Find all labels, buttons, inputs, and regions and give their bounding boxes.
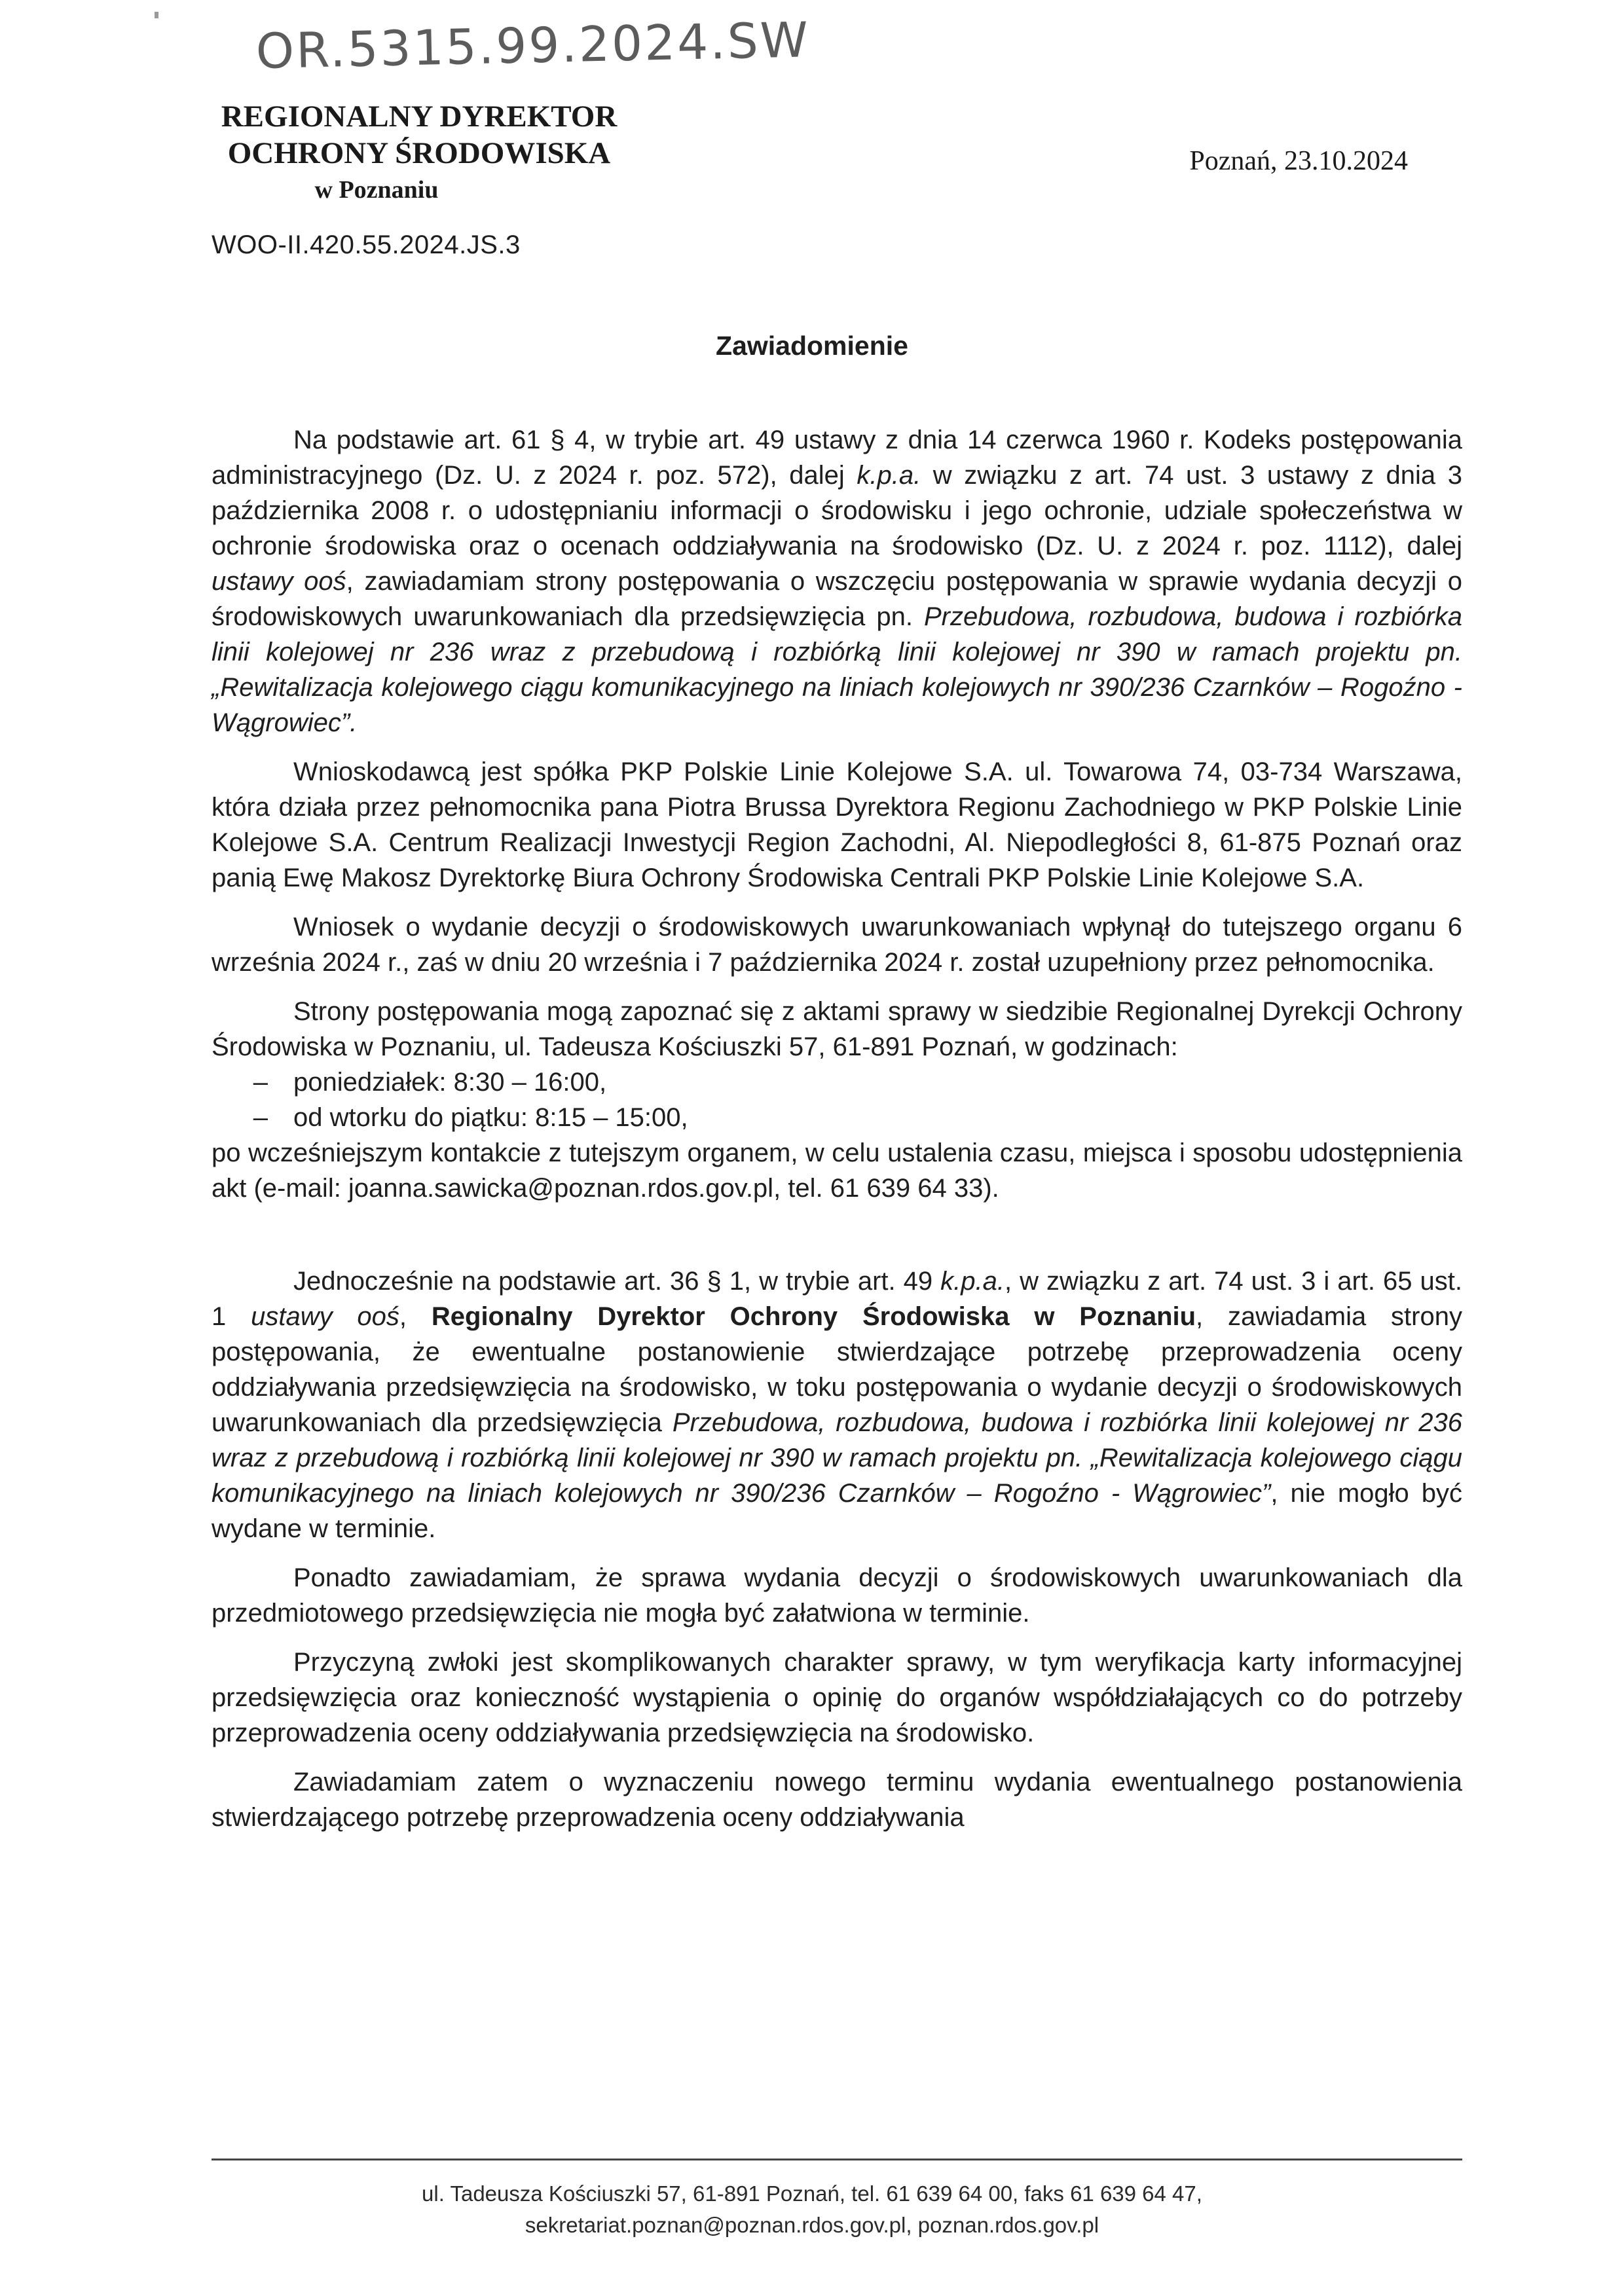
paragraph-3: Wniosek o wydanie decyzji o środowiskowych uwarunkowaniach wpłynął do tutejszego organu 6 września 2024 r., zaś w dniu 20 września i 7 października 2024 r. został uzupełniony przez pełnomocnika. <box>212 913 1462 977</box>
italic-text: k.p.a. <box>857 461 921 490</box>
paragraph-4-continuation: po wcześniejszym kontakcie z tutejszym organem, w celu ustalenia czasu, miejsca i sposobu udostępnienia akt (e-mail: joanna.sawicka@poznan.rdos.gov.pl, tel. 61 639 64 33). <box>212 1139 1462 1203</box>
italic-text: ustawy ooś <box>212 567 346 596</box>
document-body <box>212 422 1462 1849</box>
footer <box>0 2178 1624 2241</box>
list-item: – od wtorku do piątku: 8:15 – 15:00, <box>253 1103 688 1132</box>
case-signature: WOO-II.420.55.2024.JS.3 <box>212 230 521 259</box>
paragraph-2: Wnioskodawcą jest spółka PKP Polskie Linie Kolejowe S.A. ul. Towarowa 74, 03-734 Warszawa, która działa przez pełnomocnika pana Piotra Brussa Dyrektora Regionu Zachodniego w PKP Polskie Linie Kolejowe S.A. Centrum Realizacji Inwestycji Region Zachodni, Al. Niepodległości 8, 61-875 Poznań oraz panią Ewę Makosz Dyrektorkę Biura Ochrony Środowiska Centrali PKP Polskie Linie Kolejowe S.A. <box>212 757 1462 892</box>
text-run: w związku z art. 74 ust. 3 ustawy z dnia 3 października 2008 r. o udostępnianiu informacji o środowisku i jego ochronie, udziale społeczeństwa w ochronie środowiska oraz o ocenach oddziaływania na środowisko (Dz. U. z 2024 r. poz. 1112), dalej <box>212 461 1462 560</box>
paragraph-1 <box>212 422 1462 740</box>
paragraph-4: Strony postępowania mogą zapoznać się z aktami sprawy w siedzibie Regionalnej Dyrekcji Ochrony Środowiska w Poznaniu, ul. Tadeusza Kościuszki 57, 61-891 Poznań, w godzinach: <box>212 997 1462 1061</box>
document-title: Zawiadomienie <box>716 331 908 361</box>
list-dash: – <box>253 1103 268 1132</box>
paragraph-5 <box>212 1264 1462 1546</box>
paragraph-6: Ponadto zawiadamiam, że sprawa wydania decyzji o środowiskowych uwarunkowaniach dla przedmiotowego przedsięwzięcia nie mogła być załatwiona w terminie. <box>212 1563 1462 1628</box>
list-dash: – <box>253 1068 268 1097</box>
italic-text: Przebudowa, rozbudowa, budowa i rozbiórka linii kolejowej nr 236 wraz z przebudową i rozbiórką linii kolejowej nr 390 w ramach projektu pn. „Rewitalizacja kolejowego ciągu komunikacyjnego na liniach kolejowych nr 390/236 Czarnków – Rogoźno - Wągrowiec” <box>212 1408 1462 1508</box>
text-run: , zawiadamia strony postępowania, że ewentualne postanowienie stwierdzające potrzebę przeprowadzenia oceny oddziaływania przedsięwzięcia na środowisko, w toku postępowania o wydanie decyzji o środowiskowych uwarunkowaniach dla przedsięwzięcia <box>212 1302 1462 1437</box>
paragraph-8: Zawiadamiam zatem o wyznaczeniu nowego terminu wydania ewentualnego postanowienia stwierdzającego potrzebę przeprowadzenia oceny oddziaływania <box>212 1768 1462 1832</box>
bold-text: Regionalny Dyrektor Ochrony Środowiska w Poznaniu <box>431 1302 1196 1331</box>
text-run: , nie mogło być wydane w terminie. <box>212 1479 1462 1543</box>
issuer-header <box>157 98 681 208</box>
text-run: , zawiadamiam strony postępowania o wszczęciu postępowania w sprawie wydania decyzji o środowiskowych uwarunkowaniach dla przedsięwzięcia pn. <box>212 567 1462 631</box>
issuer-line-2: OCHRONY ŚRODOWISKA <box>227 136 611 170</box>
paragraph-7: Przyczyną zwłoki jest skomplikowanych charakter sprawy, w tym weryfikacja karty informacyjnej przedsięwzięcia oraz konieczność wystąpienia o opinię do organów współdziałających co do potrzeby przeprowadzenia oceny oddziaływania przedsięwzięcia na środowisko. <box>212 1648 1462 1747</box>
document-date: Poznań, 23.10.2024 <box>1189 146 1408 176</box>
italic-text: Przebudowa, rozbudowa, budowa i rozbiórka linii kolejowej nr 236 wraz z przebudową i rozbiórką linii kolejowej nr 390 w ramach projektu pn. „Rewitalizacja kolejowego ciągu komunikacyjnego na liniach kolejowych nr 390/236 Czarnków – Rogoźno - Wągrowiec”. <box>212 602 1462 737</box>
issuer-line-3: w Poznaniu <box>314 176 439 204</box>
text-run: Na podstawie art. 61 § 4, w trybie art. 49 ustawy z dnia 14 czerwca 1960 r. Kodeks postępowania administracyjnego (Dz. U. z 2024 r. poz. 572), dalej <box>212 426 1462 490</box>
footer-address: ul. Tadeusza Kościuszki 57, 61-891 Poznań, tel. 61 639 64 00, faks 61 639 64 47, <box>422 2181 1202 2206</box>
issuer-line-1: REGIONALNY DYREKTOR <box>221 100 618 134</box>
list-item: – poniedziałek: 8:30 – 16:00, <box>253 1068 607 1097</box>
footer-contact: sekretariat.poznan@poznan.rdos.gov.pl, poznan.rdos.gov.pl <box>525 2213 1099 2237</box>
footer-divider <box>212 2159 1462 2160</box>
text-run: , <box>399 1302 432 1331</box>
italic-text: k.p.a. <box>940 1267 1005 1296</box>
handwritten-case-number: OR.5315.99.2024.SW <box>255 12 811 80</box>
scan-mark <box>155 12 158 18</box>
text-run: Jednocześnie na podstawie art. 36 § 1, w trybie art. 49 <box>293 1267 941 1296</box>
office-hours-list <box>212 1065 1462 1135</box>
italic-text: ustawy ooś <box>251 1302 399 1331</box>
text-run: , w związku z art. 74 ust. 3 i art. 65 ust. 1 <box>212 1267 1462 1331</box>
